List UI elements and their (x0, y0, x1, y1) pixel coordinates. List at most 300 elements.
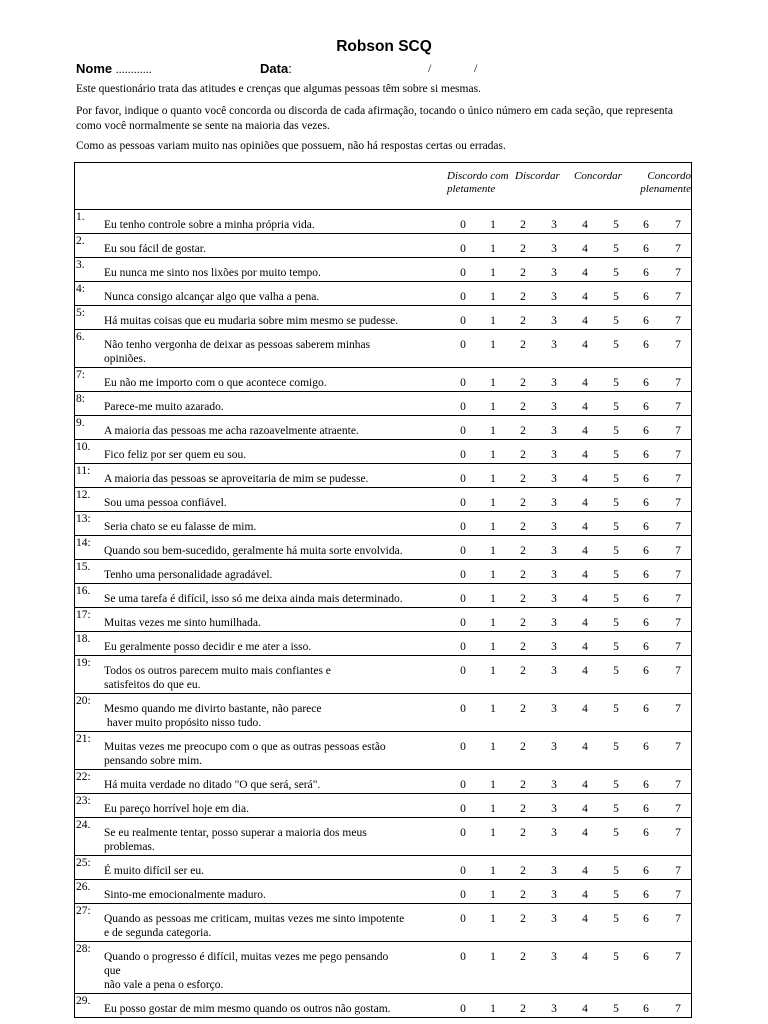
score-option[interactable]: 6 (643, 377, 649, 389)
score-option[interactable]: 7 (675, 315, 681, 327)
score-option[interactable]: 3 (551, 291, 557, 303)
item-text-line: Quando sou bem-sucedido, geralmente há muita sorte envolvida. (104, 545, 403, 557)
score-option[interactable]: 3 (551, 617, 557, 629)
score-option[interactable]: 3 (551, 545, 557, 557)
score-option[interactable]: 7 (675, 865, 681, 877)
score-option[interactable]: 5 (613, 865, 619, 877)
item-number: 11: (76, 465, 91, 477)
item-statement (104, 282, 444, 305)
score-option[interactable]: 4 (582, 1003, 588, 1015)
score-option[interactable]: 4 (582, 267, 588, 279)
score-option[interactable]: 1 (490, 401, 496, 413)
score-option[interactable]: 2 (520, 827, 526, 839)
score-option[interactable]: 6 (643, 425, 649, 437)
score-option[interactable]: 1 (490, 267, 496, 279)
score-option[interactable]: 6 (643, 339, 649, 351)
item-number: 24. (76, 819, 91, 831)
score-option[interactable]: 4 (582, 339, 588, 351)
item-statement (104, 234, 444, 257)
score-option[interactable]: 3 (551, 449, 557, 461)
score-option[interactable]: 0 (460, 473, 466, 485)
score-option[interactable]: 0 (460, 569, 466, 581)
score-option[interactable]: 4 (582, 779, 588, 791)
score-option[interactable]: 6 (643, 741, 649, 753)
score-option[interactable]: 1 (490, 425, 496, 437)
score-option[interactable]: 6 (643, 913, 649, 925)
score-option[interactable]: 2 (520, 641, 526, 653)
score-option[interactable]: 6 (643, 803, 649, 815)
score-option[interactable]: 6 (643, 779, 649, 791)
item-number: 15. (76, 561, 91, 573)
score-option[interactable]: 5 (613, 703, 619, 715)
table-row (75, 560, 691, 584)
table-row (75, 994, 691, 1017)
item-number: 1. (76, 211, 85, 223)
score-option[interactable]: 5 (613, 889, 619, 901)
score-option[interactable]: 1 (490, 497, 496, 509)
item-text-line: Parece-me muito azarado. (104, 401, 224, 413)
score-option[interactable]: 3 (551, 315, 557, 327)
questionnaire-table (74, 162, 692, 1018)
score-option[interactable]: 1 (490, 593, 496, 605)
item-number: 28: (76, 943, 91, 955)
score-option[interactable]: 3 (551, 803, 557, 815)
name-field[interactable] (76, 61, 152, 77)
score-option[interactable]: 7 (675, 521, 681, 533)
item-statement (104, 368, 444, 391)
score-option[interactable]: 3 (551, 741, 557, 753)
score-option[interactable]: 2 (520, 703, 526, 715)
table-row (75, 392, 691, 416)
score-option[interactable]: 3 (551, 951, 557, 963)
item-text-line: Há muitas coisas que eu mudaria sobre mim mesmo se pudesse. (104, 315, 399, 327)
score-option[interactable]: 6 (643, 473, 649, 485)
score-option[interactable]: 0 (460, 219, 466, 231)
score-option[interactable]: 3 (551, 827, 557, 839)
score-option[interactable]: 4 (582, 243, 588, 255)
score-option[interactable]: 3 (551, 377, 557, 389)
score-option[interactable]: 0 (460, 865, 466, 877)
item-statement (104, 942, 444, 993)
score-option[interactable]: 6 (643, 545, 649, 557)
score-option[interactable]: 4 (582, 401, 588, 413)
item-text-line: pensando sobre mim. (104, 755, 203, 767)
table-row (75, 584, 691, 608)
score-option[interactable]: 2 (520, 425, 526, 437)
score-option[interactable]: 3 (551, 641, 557, 653)
score-option[interactable]: 1 (490, 617, 496, 629)
item-text-line: Quando o progresso é difícil, muitas vezes me pego pensando (104, 951, 389, 963)
score-option[interactable]: 1 (490, 779, 496, 791)
score-option[interactable]: 1 (490, 521, 496, 533)
score-option[interactable]: 6 (643, 219, 649, 231)
score-option[interactable]: 3 (551, 339, 557, 351)
score-option[interactable]: 2 (520, 803, 526, 815)
score-option[interactable]: 5 (613, 665, 619, 677)
score-option[interactable]: 4 (582, 951, 588, 963)
score-option[interactable]: 2 (520, 545, 526, 557)
table-row (75, 258, 691, 282)
score-option[interactable]: 5 (613, 449, 619, 461)
score-option[interactable]: 0 (460, 315, 466, 327)
item-text-line: Fico feliz por ser quem eu sou. (104, 449, 247, 461)
score-option[interactable]: 7 (675, 703, 681, 715)
score-option[interactable]: 0 (460, 1003, 466, 1015)
score-option[interactable]: 1 (490, 803, 496, 815)
score-option[interactable]: 2 (520, 219, 526, 231)
item-text-line: Eu sou fácil de gostar. (104, 243, 206, 255)
score-option[interactable]: 2 (520, 779, 526, 791)
score-option[interactable]: 2 (520, 243, 526, 255)
score-option[interactable]: 4 (582, 449, 588, 461)
score-option[interactable]: 2 (520, 315, 526, 327)
score-option[interactable]: 7 (675, 951, 681, 963)
table-row (75, 488, 691, 512)
score-option[interactable]: 1 (490, 449, 496, 461)
score-option[interactable]: 0 (460, 827, 466, 839)
score-option[interactable]: 1 (490, 827, 496, 839)
date-field[interactable] (260, 61, 292, 76)
score-option[interactable]: 4 (582, 665, 588, 677)
score-option[interactable]: 6 (643, 641, 649, 653)
item-statement (104, 994, 444, 1017)
item-number: 19: (76, 657, 91, 669)
item-text-line: que (104, 965, 121, 977)
score-option[interactable]: 2 (520, 497, 526, 509)
score-option[interactable]: 4 (582, 593, 588, 605)
item-number: 22: (76, 771, 91, 783)
score-option[interactable]: 7 (675, 741, 681, 753)
score-option[interactable]: 0 (460, 703, 466, 715)
score-option[interactable]: 7 (675, 593, 681, 605)
score-option[interactable]: 3 (551, 243, 557, 255)
score-option[interactable]: 0 (460, 521, 466, 533)
table-row (75, 464, 691, 488)
item-text-line: Eu geralmente posso decidir e me ater a isso. (104, 641, 312, 653)
score-option[interactable]: 4 (582, 827, 588, 839)
score-option[interactable]: 7 (675, 665, 681, 677)
item-text-line: Tenho uma personalidade agradável. (104, 569, 273, 581)
score-option[interactable]: 4 (582, 545, 588, 557)
score-option[interactable]: 5 (613, 267, 619, 279)
item-number: 25: (76, 857, 91, 869)
score-option[interactable]: 2 (520, 377, 526, 389)
score-option[interactable]: 5 (613, 497, 619, 509)
score-option[interactable]: 2 (520, 889, 526, 901)
score-option[interactable]: 0 (460, 291, 466, 303)
score-option[interactable]: 3 (551, 401, 557, 413)
item-statement (104, 904, 444, 941)
item-text-line: É muito difícil ser eu. (104, 865, 204, 877)
score-option[interactable]: 6 (643, 521, 649, 533)
item-number: 18. (76, 633, 91, 645)
score-option[interactable]: 5 (613, 315, 619, 327)
score-option[interactable]: 0 (460, 401, 466, 413)
score-option[interactable]: 2 (520, 593, 526, 605)
score-option[interactable]: 5 (613, 219, 619, 231)
score-option[interactable]: 7 (675, 803, 681, 815)
item-text-line: Sinto-me emocionalmente maduro. (104, 889, 266, 901)
score-option[interactable]: 4 (582, 641, 588, 653)
score-option[interactable]: 7 (675, 913, 681, 925)
item-text-line: Se uma tarefa é difícil, isso só me deixa ainda mais determinado. (104, 593, 403, 605)
score-option[interactable]: 5 (613, 827, 619, 839)
score-option[interactable]: 6 (643, 315, 649, 327)
item-text-line: Muitas vezes me preocupo com o que as outras pessoas estão (104, 741, 386, 753)
score-option[interactable]: 7 (675, 267, 681, 279)
score-option[interactable]: 1 (490, 865, 496, 877)
score-option[interactable]: 6 (643, 617, 649, 629)
score-option[interactable]: 5 (613, 779, 619, 791)
score-option[interactable]: 3 (551, 703, 557, 715)
score-option[interactable]: 1 (490, 951, 496, 963)
score-option[interactable]: 3 (551, 865, 557, 877)
score-option[interactable]: 1 (490, 291, 496, 303)
score-option[interactable]: 1 (490, 741, 496, 753)
score-option[interactable]: 5 (613, 377, 619, 389)
score-option[interactable]: 5 (613, 425, 619, 437)
score-option[interactable]: 7 (675, 779, 681, 791)
score-option[interactable]: 7 (675, 1003, 681, 1015)
score-option[interactable]: 5 (613, 641, 619, 653)
score-option[interactable]: 5 (613, 339, 619, 351)
score-option[interactable]: 2 (520, 449, 526, 461)
table-row (75, 770, 691, 794)
score-option[interactable]: 1 (490, 889, 496, 901)
item-text-line: Muitas vezes me sinto humilhada. (104, 617, 261, 629)
score-option[interactable]: 0 (460, 779, 466, 791)
item-text-line: Seria chato se eu falasse de mim. (104, 521, 257, 533)
score-option[interactable]: 3 (551, 521, 557, 533)
score-option[interactable]: 2 (520, 267, 526, 279)
score-option[interactable]: 4 (582, 315, 588, 327)
score-option[interactable]: 6 (643, 951, 649, 963)
score-option[interactable]: 0 (460, 267, 466, 279)
score-option[interactable]: 5 (613, 951, 619, 963)
score-option[interactable]: 7 (675, 291, 681, 303)
score-option[interactable]: 0 (460, 951, 466, 963)
score-option[interactable]: 1 (490, 665, 496, 677)
score-option[interactable]: 7 (675, 617, 681, 629)
score-option[interactable]: 7 (675, 545, 681, 557)
score-option[interactable]: 5 (613, 1003, 619, 1015)
table-row (75, 608, 691, 632)
score-option[interactable]: 5 (613, 913, 619, 925)
score-option[interactable]: 1 (490, 243, 496, 255)
score-option[interactable]: 7 (675, 641, 681, 653)
score-option[interactable]: 2 (520, 617, 526, 629)
score-option[interactable]: 2 (520, 473, 526, 485)
item-statement (104, 584, 444, 607)
score-option[interactable]: 7 (675, 243, 681, 255)
score-option[interactable]: 7 (675, 401, 681, 413)
score-option[interactable]: 5 (613, 593, 619, 605)
item-statement (104, 632, 444, 655)
score-option[interactable]: 4 (582, 497, 588, 509)
score-option[interactable]: 7 (675, 377, 681, 389)
table-row (75, 694, 691, 732)
score-option[interactable]: 0 (460, 545, 466, 557)
score-option[interactable]: 5 (613, 803, 619, 815)
score-option[interactable]: 7 (675, 449, 681, 461)
score-option[interactable]: 1 (490, 315, 496, 327)
score-option[interactable]: 6 (643, 865, 649, 877)
table-row (75, 794, 691, 818)
score-option[interactable]: 4 (582, 291, 588, 303)
item-text-line: satisfeitos do que eu. (104, 679, 201, 691)
score-option[interactable]: 1 (490, 641, 496, 653)
score-option[interactable]: 0 (460, 497, 466, 509)
score-option[interactable]: 5 (613, 243, 619, 255)
score-option[interactable]: 7 (675, 497, 681, 509)
score-option[interactable]: 6 (643, 243, 649, 255)
score-option[interactable]: 6 (643, 593, 649, 605)
item-number: 17: (76, 609, 91, 621)
score-option[interactable]: 6 (643, 569, 649, 581)
score-option[interactable]: 7 (675, 889, 681, 901)
score-option[interactable]: 2 (520, 401, 526, 413)
score-option[interactable]: 2 (520, 951, 526, 963)
score-option[interactable]: 0 (460, 889, 466, 901)
score-option[interactable]: 5 (613, 521, 619, 533)
score-option[interactable]: 7 (675, 425, 681, 437)
score-option[interactable]: 0 (460, 243, 466, 255)
score-option[interactable]: 7 (675, 827, 681, 839)
score-option[interactable]: 1 (490, 473, 496, 485)
table-row (75, 942, 691, 994)
score-option[interactable]: 2 (520, 913, 526, 925)
score-option[interactable]: 4 (582, 219, 588, 231)
item-text-line: Todos os outros parecem muito mais confiantes e (104, 665, 331, 677)
score-option[interactable]: 6 (643, 497, 649, 509)
table-row (75, 416, 691, 440)
score-option[interactable]: 7 (675, 473, 681, 485)
score-option[interactable]: 4 (582, 741, 588, 753)
item-statement (104, 880, 444, 903)
score-option[interactable]: 0 (460, 339, 466, 351)
date-separator: / (474, 61, 478, 75)
score-option[interactable]: 3 (551, 665, 557, 677)
score-option[interactable]: 0 (460, 665, 466, 677)
score-option[interactable]: 6 (643, 449, 649, 461)
score-option[interactable]: 1 (490, 703, 496, 715)
table-row (75, 904, 691, 942)
score-option[interactable]: 2 (520, 569, 526, 581)
score-option[interactable]: 2 (520, 1003, 526, 1015)
score-option[interactable]: 0 (460, 449, 466, 461)
score-option[interactable]: 0 (460, 377, 466, 389)
item-number: 5: (76, 307, 85, 319)
score-option[interactable]: 1 (490, 913, 496, 925)
score-option[interactable]: 4 (582, 865, 588, 877)
score-option[interactable]: 3 (551, 779, 557, 791)
score-option[interactable]: 0 (460, 425, 466, 437)
score-option[interactable]: 3 (551, 569, 557, 581)
score-option[interactable]: 0 (460, 803, 466, 815)
score-option[interactable]: 4 (582, 703, 588, 715)
score-option[interactable]: 3 (551, 267, 557, 279)
score-option[interactable]: 3 (551, 1003, 557, 1015)
score-option[interactable]: 4 (582, 617, 588, 629)
score-option[interactable]: 0 (460, 741, 466, 753)
table-row (75, 210, 691, 234)
score-option[interactable]: 2 (520, 865, 526, 877)
score-option[interactable]: 5 (613, 291, 619, 303)
score-option[interactable]: 4 (582, 521, 588, 533)
score-option[interactable]: 5 (613, 401, 619, 413)
score-option[interactable]: 5 (613, 545, 619, 557)
score-option[interactable]: 1 (490, 219, 496, 231)
score-option[interactable]: 0 (460, 913, 466, 925)
score-option[interactable]: 4 (582, 473, 588, 485)
item-statement (104, 258, 444, 281)
score-option[interactable]: 6 (643, 703, 649, 715)
score-option[interactable]: 3 (551, 889, 557, 901)
score-option[interactable]: 6 (643, 665, 649, 677)
score-option[interactable]: 0 (460, 593, 466, 605)
score-option[interactable]: 4 (582, 569, 588, 581)
score-option[interactable]: 6 (643, 889, 649, 901)
item-number: 9. (76, 417, 85, 429)
table-row (75, 536, 691, 560)
score-option[interactable]: 2 (520, 291, 526, 303)
score-option[interactable]: 4 (582, 425, 588, 437)
score-option[interactable]: 2 (520, 521, 526, 533)
table-row (75, 856, 691, 880)
score-option[interactable]: 3 (551, 593, 557, 605)
table-row (75, 234, 691, 258)
score-option[interactable]: 0 (460, 641, 466, 653)
score-option[interactable]: 1 (490, 569, 496, 581)
score-option[interactable]: 6 (643, 267, 649, 279)
score-option[interactable]: 7 (675, 219, 681, 231)
score-option[interactable]: 7 (675, 339, 681, 351)
score-option[interactable]: 5 (613, 569, 619, 581)
score-option[interactable]: 6 (643, 401, 649, 413)
score-option[interactable]: 6 (643, 1003, 649, 1015)
score-option[interactable]: 3 (551, 473, 557, 485)
score-option[interactable]: 2 (520, 665, 526, 677)
table-row (75, 440, 691, 464)
score-option[interactable]: 5 (613, 741, 619, 753)
table-row (75, 512, 691, 536)
score-option[interactable]: 5 (613, 617, 619, 629)
score-option[interactable]: 3 (551, 219, 557, 231)
item-statement (104, 464, 444, 487)
score-option[interactable]: 1 (490, 545, 496, 557)
score-option[interactable]: 1 (490, 377, 496, 389)
score-option[interactable]: 4 (582, 377, 588, 389)
score-option[interactable]: 1 (490, 339, 496, 351)
score-option[interactable]: 4 (582, 803, 588, 815)
score-option[interactable]: 2 (520, 741, 526, 753)
score-option[interactable]: 7 (675, 569, 681, 581)
item-statement (104, 560, 444, 583)
score-option[interactable]: 6 (643, 827, 649, 839)
score-option[interactable]: 1 (490, 1003, 496, 1015)
score-option[interactable]: 3 (551, 425, 557, 437)
score-option[interactable]: 6 (643, 291, 649, 303)
score-option[interactable]: 3 (551, 913, 557, 925)
table-row (75, 368, 691, 392)
score-option[interactable]: 4 (582, 889, 588, 901)
score-option[interactable]: 5 (613, 473, 619, 485)
table-row (75, 282, 691, 306)
score-option[interactable]: 4 (582, 913, 588, 925)
score-option[interactable]: 2 (520, 339, 526, 351)
score-option[interactable]: 3 (551, 497, 557, 509)
score-option[interactable]: 0 (460, 617, 466, 629)
